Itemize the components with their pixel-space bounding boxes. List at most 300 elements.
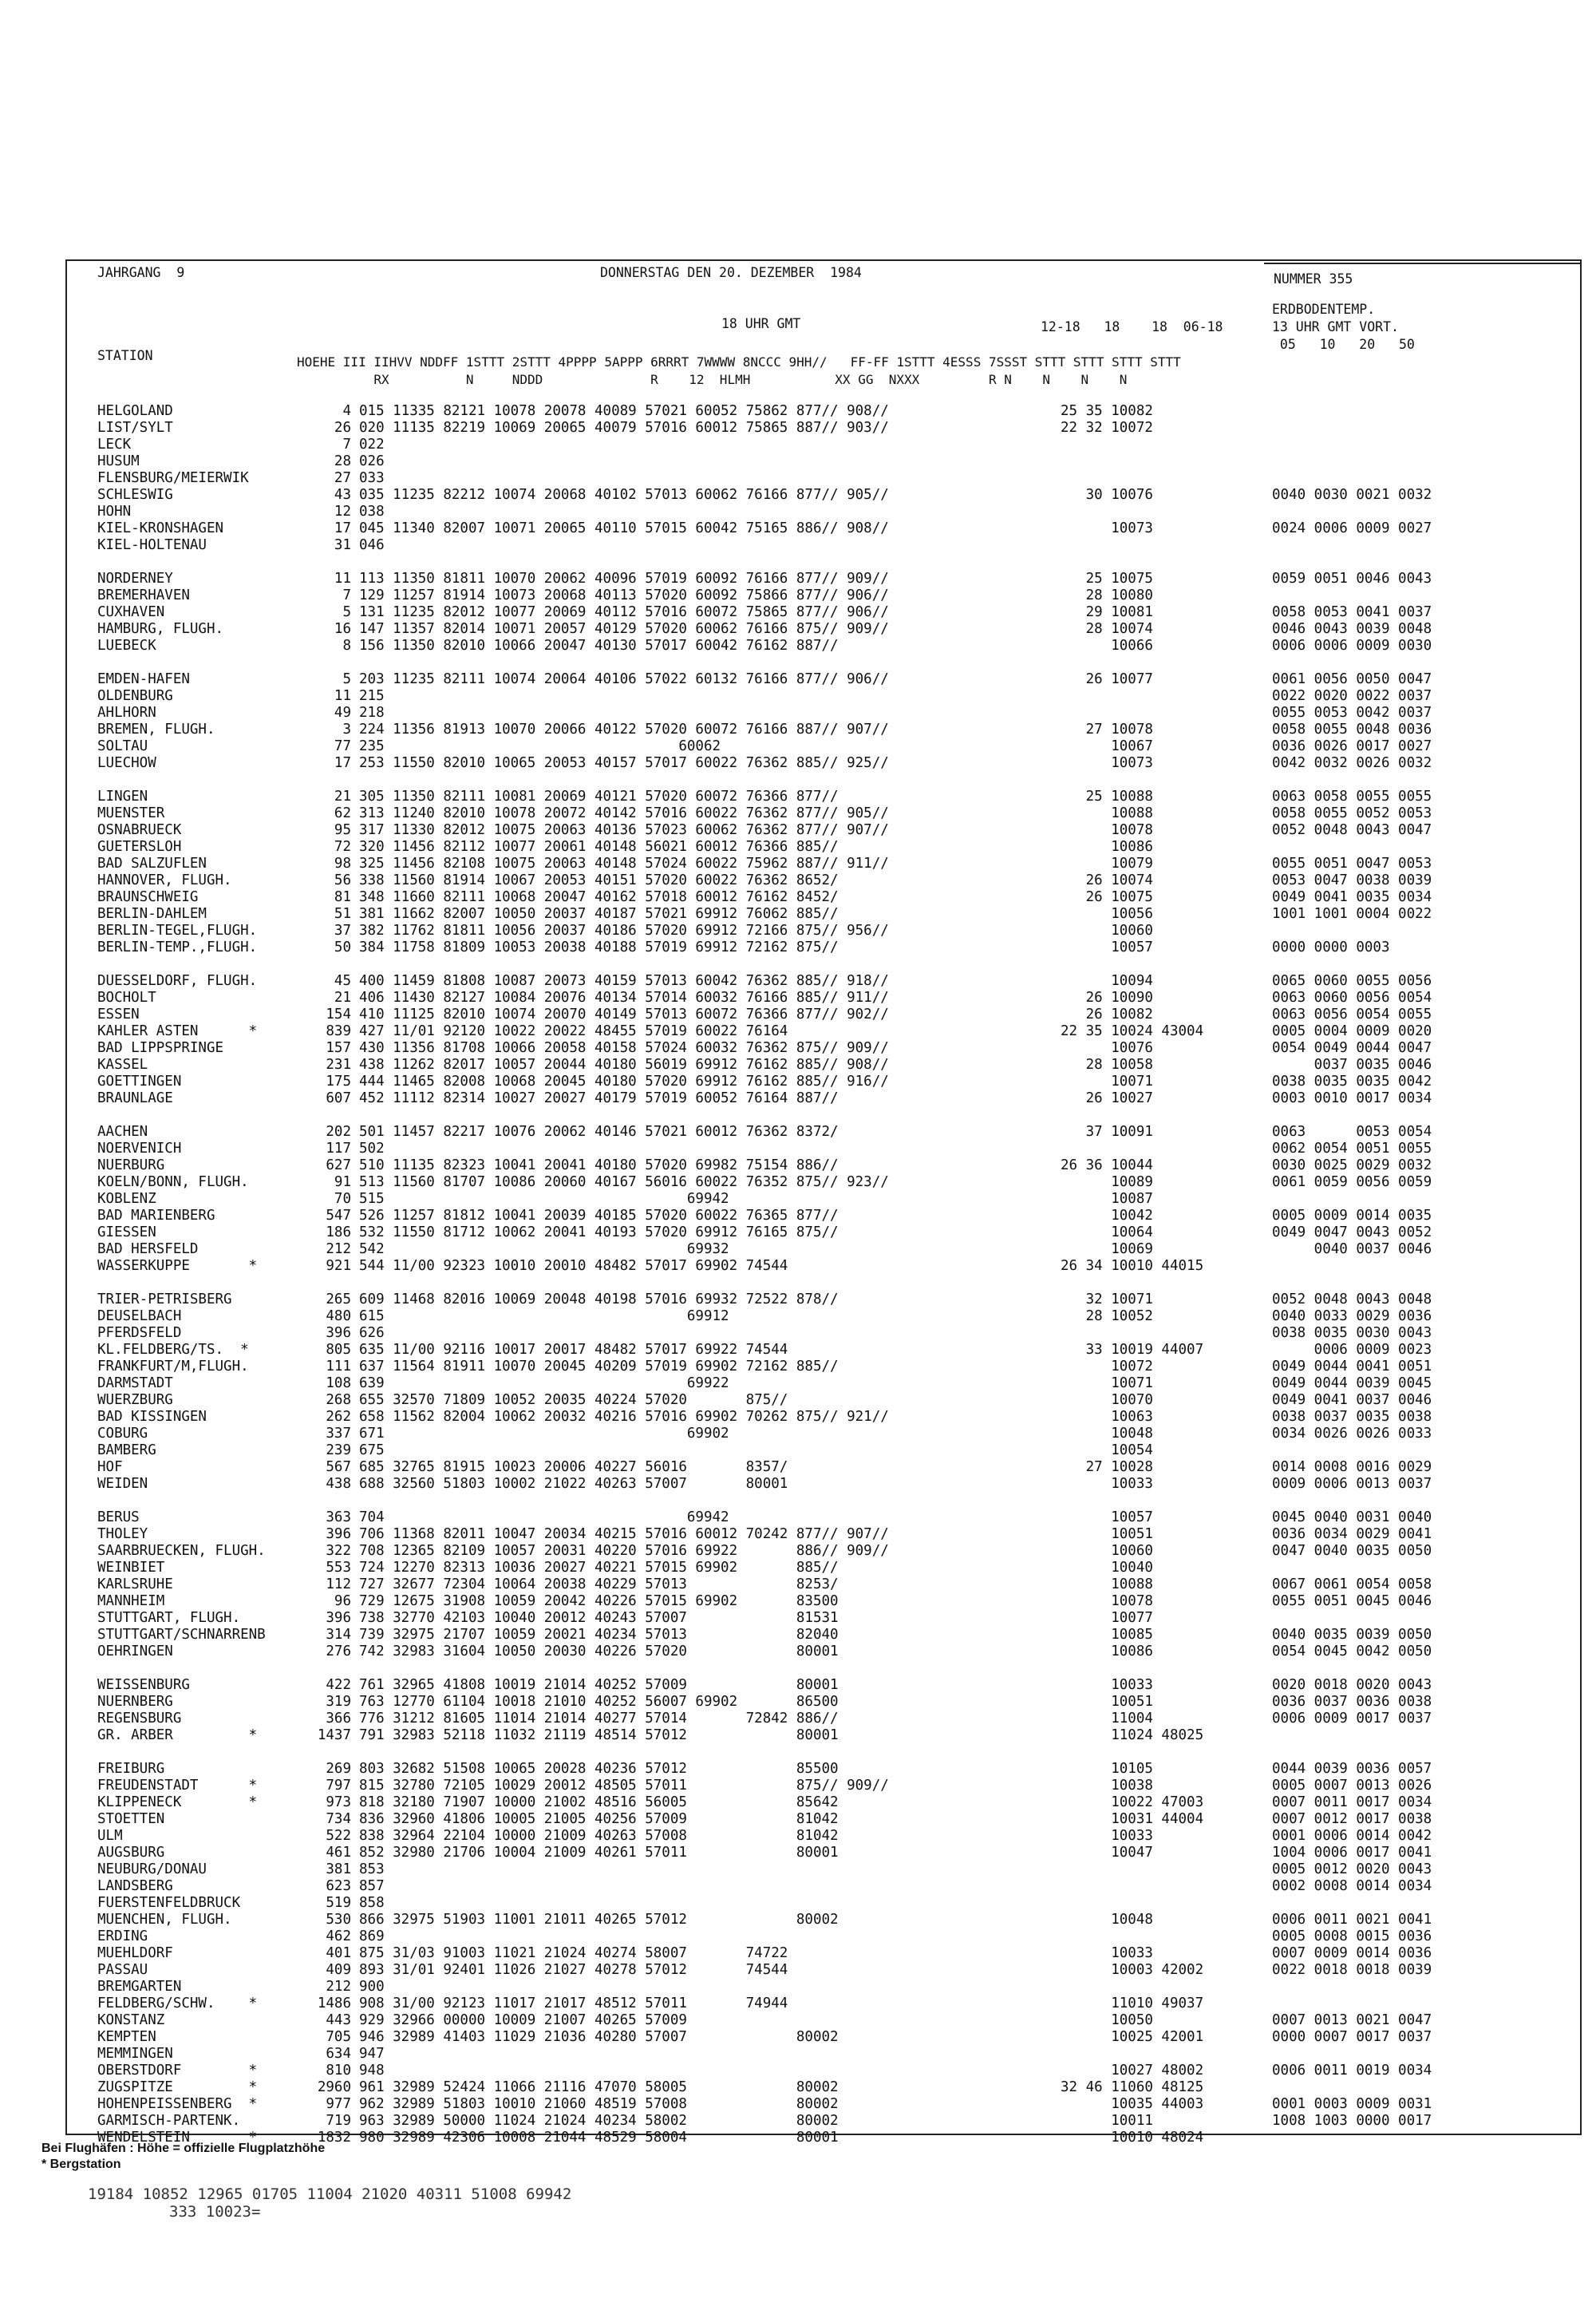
synop-codes: 803 32682 51508 10065 20028 40236 57012 85500 — [359, 1761, 839, 1777]
table-row — [67, 1778, 1580, 1794]
soil-temps: 0005 0012 0020 0043 — [1272, 1861, 1432, 1877]
synop-codes: 113 11350 81811 10070 20062 40096 57019 60092 76166 877// 909// — [359, 571, 889, 587]
station-height: 175 — [326, 1074, 351, 1090]
table-row — [67, 587, 1580, 604]
station-height: 11 — [334, 571, 351, 587]
table-row — [67, 604, 1580, 621]
station-name: MUENCHEN, FLUGH. — [97, 1912, 232, 1928]
table-row — [67, 1124, 1580, 1141]
station-height: 81 — [334, 889, 351, 905]
soil-temps: 0058 0055 0048 0036 — [1272, 722, 1432, 738]
synop-codes: 046 — [359, 537, 385, 553]
column-codes: HOEHE III IIHVV NDDFF 1STTT 2STTT 4PPPP 5APPP 6RRRT 7WWWW 8NCCC 9HH// FF-FF 1STTT 4ESSS 7SSST STTT STTT STTT STTT — [297, 354, 1181, 370]
extremes: 10089 — [1061, 1174, 1153, 1190]
extremes: 10011 — [1061, 2113, 1153, 2129]
soil-temps: 0006 0009 0023 — [1272, 1342, 1432, 1358]
station-height: 212 — [326, 1979, 351, 1995]
extremes: 10033 — [1061, 1945, 1153, 1961]
table-row — [67, 1996, 1580, 2012]
extremes: 10063 — [1061, 1409, 1153, 1425]
synop-codes: 658 11562 82004 10062 20032 40216 57016 69902 70262 875// 921// — [359, 1409, 889, 1425]
synop-codes: 430 11356 81708 10066 20058 40158 57024 60032 76362 875// 909// — [359, 1040, 889, 1056]
table-row — [67, 2012, 1580, 2029]
table-row — [67, 1878, 1580, 1895]
station-height: 7 — [342, 587, 351, 603]
extremes: 26 34 10010 44015 — [1061, 1258, 1204, 1274]
station-name: DUESSELDORF, FLUGH. — [97, 973, 258, 989]
extremes: 10088 — [1061, 1576, 1153, 1592]
station-name: NUERNBERG — [97, 1694, 173, 1710]
station-name: GARMISCH-PARTENK. — [97, 2113, 241, 2129]
synop-codes: 438 11262 82017 10057 20044 40180 56019 69912 76162 885// 908// — [359, 1057, 889, 1073]
station-name: FRANKFURT/M,FLUGH. — [97, 1359, 249, 1375]
station-height: 366 — [326, 1711, 351, 1727]
soil-temps: 0045 0040 0031 0040 — [1272, 1509, 1432, 1525]
station-name: BREMGARTEN — [97, 1979, 182, 1995]
synop-codes: 147 11357 82014 10071 20057 40129 57020 60062 76166 875// 909// — [359, 621, 889, 637]
table-row — [67, 2063, 1580, 2079]
table-row — [67, 1442, 1580, 1459]
footnote-airports: Bei Flughäfen : Höhe = offizielle Flugplatzhöhe — [41, 2142, 326, 2155]
station-height: 5 — [342, 671, 351, 687]
table-row — [67, 1359, 1580, 1375]
raw-code-line-1: 19184 10852 12965 01705 11004 21020 40311 51008 69942 — [88, 2185, 572, 2203]
station-height: 705 — [326, 2029, 351, 2045]
extremes: 10035 44003 — [1061, 2096, 1204, 2112]
synop-codes: 980 32989 42306 10008 21044 48529 58004 80001 — [359, 2130, 839, 2146]
obs-time-label: 18 UHR GMT — [721, 316, 801, 331]
table-row — [67, 872, 1580, 889]
station-height: 977 — [326, 2096, 351, 2112]
station-height: 108 — [326, 1375, 351, 1391]
synop-codes: 129 11257 81914 10073 20068 40113 57020 60092 75866 877// 906// — [359, 587, 889, 603]
station-height: 157 — [326, 1040, 351, 1056]
synop-codes: 637 11564 81911 10070 20045 40209 57019 69902 72162 885// — [359, 1359, 839, 1375]
table-row — [67, 1426, 1580, 1442]
extremes: 11024 48025 — [1061, 1727, 1204, 1743]
soil-temps: 1008 1003 0000 0017 — [1272, 2113, 1432, 2129]
extremes: 25 35 10082 — [1061, 403, 1153, 419]
soil-temps: 0024 0006 0009 0027 — [1272, 520, 1432, 536]
extremes: 10040 — [1061, 1560, 1153, 1576]
table-row — [67, 1074, 1580, 1090]
extremes: 32 46 11060 48125 — [1061, 2079, 1204, 2095]
synop-codes: 532 11550 81712 10062 20041 40193 57020 69912 76165 875// — [359, 1224, 839, 1240]
soil-temps: 0022 0020 0022 0037 — [1272, 688, 1432, 704]
table-row — [67, 1174, 1580, 1191]
table-row — [67, 906, 1580, 923]
synop-codes: 348 11660 82111 10068 20047 40162 57018 60012 76162 8452/ — [359, 889, 839, 905]
soil-temps: 0065 0060 0055 0056 — [1272, 973, 1432, 989]
station-name: AACHEN — [97, 1124, 148, 1140]
extremes: 10094 — [1061, 973, 1153, 989]
extremes: 32 10071 — [1061, 1291, 1153, 1307]
station-name: ULM — [97, 1828, 123, 1844]
station-height: 461 — [326, 1845, 351, 1861]
station-height: 27 — [334, 470, 351, 486]
extremes: 10086 — [1061, 839, 1153, 855]
station-height: 396 — [326, 1610, 351, 1626]
synop-codes: 513 11560 81707 10086 20060 40167 56016 60022 76352 875// 923// — [359, 1174, 889, 1190]
table-row — [67, 789, 1580, 805]
station-name: WEISSENBURG — [97, 1677, 190, 1693]
soil-temps: 0003 0010 0017 0034 — [1272, 1090, 1432, 1106]
station-height: 95 — [334, 822, 351, 838]
table-row — [67, 621, 1580, 638]
table-row — [67, 537, 1580, 554]
synop-codes: 869 — [359, 1928, 385, 1944]
station-name: KIEL-HOLTENAU — [97, 537, 207, 553]
station-height: 719 — [326, 2113, 351, 2129]
soil-temps: 0037 0035 0046 — [1272, 1057, 1432, 1073]
station-name: DARMSTADT — [97, 1375, 173, 1391]
soil-temps: 0049 0041 0035 0034 — [1272, 889, 1432, 905]
synop-codes: 215 — [359, 688, 385, 704]
soil-temps: 0006 0011 0019 0034 — [1272, 2063, 1432, 2079]
station-name: GR. ARBER * — [97, 1727, 258, 1743]
report-frame — [65, 259, 1582, 2146]
station-name: HELGOLAND — [97, 403, 173, 419]
extremes: 10079 — [1061, 856, 1153, 872]
station-height: 810 — [326, 2063, 351, 2079]
soil-temps: 0005 0007 0013 0026 — [1272, 1778, 1432, 1794]
soil-temps: 0058 0053 0041 0037 — [1272, 604, 1432, 620]
station-height: 519 — [326, 1895, 351, 1911]
table-row — [67, 1526, 1580, 1543]
station-height: 111 — [326, 1359, 351, 1375]
synop-codes: 727 32677 72304 10064 20038 40229 57013 8253/ — [359, 1576, 839, 1592]
table-row — [67, 1811, 1580, 1828]
extremes: 10057 — [1061, 939, 1153, 955]
extremes: 10022 47003 — [1061, 1794, 1204, 1810]
soil-temps: 0055 0051 0047 0053 — [1272, 856, 1432, 872]
synop-codes: 946 32989 41403 11029 21036 40280 57007 80002 — [359, 2029, 839, 2045]
station-height: 202 — [326, 1124, 351, 1140]
station-name: BAD MARIENBERG — [97, 1208, 215, 1224]
table-row — [67, 1560, 1580, 1576]
synop-codes: 156 11350 82010 10066 20047 40130 57017 60042 76162 887// — [359, 638, 839, 654]
table-row — [67, 1543, 1580, 1560]
extremes: 27 10078 — [1061, 722, 1153, 738]
station-label: STATION — [97, 348, 153, 363]
station-height: 17 — [334, 520, 351, 536]
synop-codes: 253 11550 82010 10065 20053 40157 57017 60022 76362 885// 925// — [359, 755, 889, 771]
station-height: 117 — [326, 1141, 351, 1157]
extremes: 27 10028 — [1061, 1459, 1153, 1475]
station-height: 49 — [334, 705, 351, 721]
station-name: KOBLENZ — [97, 1191, 156, 1207]
soil-temps: 0038 0037 0035 0038 — [1272, 1409, 1432, 1425]
synop-codes: 381 11662 82007 10050 20037 40187 57021 69912 76062 885// — [359, 906, 839, 922]
synop-codes: 444 11465 82008 10068 20045 40180 57020 69912 76162 885// 916// — [359, 1074, 889, 1090]
station-height: 265 — [326, 1291, 351, 1307]
table-row — [67, 805, 1580, 822]
station-name: SOLTAU — [97, 738, 148, 754]
station-name: HANNOVER, FLUGH. — [97, 872, 232, 888]
extremes: 10071 — [1061, 1074, 1153, 1090]
soil-temps: 0067 0061 0054 0058 — [1272, 1576, 1432, 1592]
station-name: HOF — [97, 1459, 123, 1475]
extremes: 28 10052 — [1061, 1308, 1153, 1324]
synop-codes: 962 32989 51803 10010 21060 48519 57008 80002 — [359, 2096, 839, 2112]
station-height: 409 — [326, 1962, 351, 1978]
soil-temps: 0061 0056 0050 0047 — [1272, 671, 1432, 687]
station-name: FELDBERG/SCHW. * — [97, 1996, 258, 2011]
synop-codes: 406 11430 82127 10084 20076 40134 57014 60032 76166 885// 911// — [359, 990, 889, 1006]
station-height: 268 — [326, 1392, 351, 1408]
station-height: 2960 — [317, 2079, 351, 2095]
synop-codes: 708 12365 82109 10057 20031 40220 57016 69922 886// 909// — [359, 1543, 889, 1559]
station-name: TRIER-PETRISBERG — [97, 1291, 232, 1307]
synop-codes: 203 11235 82111 10074 20064 40106 57022 60132 76166 877// 906// — [359, 671, 889, 687]
station-height: 337 — [326, 1426, 351, 1442]
extremes: 10047 — [1061, 1845, 1153, 1861]
soil-temps: 0063 0056 0054 0055 — [1272, 1007, 1432, 1022]
station-name: THOLEY — [97, 1526, 148, 1542]
station-height: 37 — [334, 923, 351, 939]
station-name: BERLIN-TEGEL,FLUGH. — [97, 923, 258, 939]
synop-codes: 045 11340 82007 10071 20065 40110 57015 60042 75165 886// 908// — [359, 520, 889, 536]
synop-codes: 685 32765 81915 10023 20006 40227 56016 8357/ — [359, 1459, 788, 1475]
soil-temps: 0007 0009 0014 0036 — [1272, 1945, 1432, 1961]
synop-codes: 544 11/00 92323 10010 20010 48482 57017 69902 74544 — [359, 1258, 788, 1274]
station-name: EMDEN-HAFEN — [97, 671, 190, 687]
station-height: 438 — [326, 1476, 351, 1492]
synop-codes: 338 11560 81914 10067 20053 40151 57020 60022 76362 8652/ — [359, 872, 839, 888]
table-row — [67, 437, 1580, 453]
station-height: 734 — [326, 1811, 351, 1827]
soil-temps: 0042 0032 0026 0032 — [1272, 755, 1432, 771]
synop-codes: 704 69942 — [359, 1509, 729, 1525]
soil-temps: 0000 0007 0017 0037 — [1272, 2029, 1432, 2045]
station-height: 607 — [326, 1090, 351, 1106]
synop-codes: 038 — [359, 504, 385, 520]
synop-codes: 852 32980 21706 10004 21009 40261 57011 80001 — [359, 1845, 839, 1861]
station-height: 973 — [326, 1794, 351, 1810]
soil-temps: 0054 0045 0042 0050 — [1272, 1643, 1432, 1659]
synop-codes: 035 11235 82212 10074 20068 40102 57013 60062 76166 877// 905// — [359, 487, 889, 503]
soil-temps: 0055 0053 0042 0037 — [1272, 705, 1432, 721]
synop-codes: 875 31/03 91003 11021 21024 40274 58007 74722 — [359, 1945, 788, 1961]
synop-codes: 502 — [359, 1141, 385, 1157]
synop-codes: 836 32960 41806 10005 21005 40256 57009 81042 — [359, 1811, 839, 1827]
station-name: BRAUNLAGE — [97, 1090, 173, 1106]
synop-codes: 317 11330 82012 10075 20063 40136 57023 60062 76362 877// 907// — [359, 822, 889, 838]
extremes: 28 10058 — [1061, 1057, 1153, 1073]
synop-codes: 542 69932 — [359, 1241, 729, 1257]
station-height: 1486 — [317, 1996, 351, 2011]
station-height: 17 — [334, 755, 351, 771]
footnote-mountain: * Bergstation — [41, 2158, 121, 2171]
synop-codes: 305 11350 82111 10081 20069 40121 57020 60072 76366 877// — [359, 789, 839, 805]
station-name: HAMBURG, FLUGH. — [97, 621, 224, 637]
station-height: 401 — [326, 1945, 351, 1961]
synop-codes: 224 11356 81913 10070 20066 40122 57020 60072 76166 887// 907// — [359, 722, 889, 738]
synop-codes: 947 — [359, 2046, 385, 2062]
station-name: BRAUNSCHWEIG — [97, 889, 199, 905]
table-row — [67, 1962, 1580, 1979]
table-row — [67, 2113, 1580, 2130]
station-height: 396 — [326, 1526, 351, 1542]
station-name: LANDSBERG — [97, 1878, 173, 1894]
table-row — [67, 2029, 1580, 2046]
station-name: STOETTEN — [97, 1811, 165, 1827]
number-rule — [1264, 263, 1582, 264]
synop-codes: 900 — [359, 1979, 385, 1995]
table-row — [67, 1677, 1580, 1694]
station-name: MEMMINGEN — [97, 2046, 173, 2062]
station-height: 45 — [334, 973, 351, 989]
station-height: 70 — [334, 1191, 351, 1207]
station-name: PASSAU — [97, 1962, 148, 1978]
extremes: 10073 — [1061, 755, 1153, 771]
extremes: 10078 — [1061, 822, 1153, 838]
extremes: 10073 — [1061, 520, 1153, 536]
table-row — [67, 1711, 1580, 1727]
soil-temps: 0040 0035 0039 0050 — [1272, 1627, 1432, 1643]
table-row — [67, 1141, 1580, 1157]
synop-codes: 724 12270 82313 10036 20027 40221 57015 69902 885// — [359, 1560, 839, 1576]
station-height: 16 — [334, 621, 351, 637]
soil-temps: 0036 0026 0017 0027 — [1272, 738, 1432, 754]
extremes: 10076 — [1061, 1040, 1153, 1056]
station-height: 627 — [326, 1157, 351, 1173]
table-row — [67, 1945, 1580, 1962]
station-height: 8 — [342, 638, 351, 654]
station-height: 26 — [334, 420, 351, 436]
station-name: BREMERHAVEN — [97, 587, 190, 603]
extremes: 26 10074 — [1061, 872, 1153, 888]
station-height: 212 — [326, 1241, 351, 1257]
table-row — [67, 1325, 1580, 1342]
soil-temps: 1004 0006 0017 0041 — [1272, 1845, 1432, 1861]
table-row — [67, 1241, 1580, 1258]
synop-codes: 313 11240 82010 10078 20072 40142 57016 60022 76362 877// 905// — [359, 805, 889, 821]
station-name: OLDENBURG — [97, 688, 173, 704]
extremes: 10085 — [1061, 1627, 1153, 1643]
extremes: 11004 — [1061, 1711, 1153, 1727]
table-row — [67, 1928, 1580, 1945]
soil-temps: 0063 0058 0055 0055 — [1272, 789, 1432, 805]
soil-temps: 0055 0051 0045 0046 — [1272, 1593, 1432, 1609]
synop-codes: 382 11762 81811 10056 20037 40186 57020 69912 72166 875// 956// — [359, 923, 889, 939]
station-height: 4 — [342, 403, 351, 419]
soil-temps: 0001 0006 0014 0042 — [1272, 1828, 1432, 1844]
synop-codes: 626 — [359, 1325, 385, 1341]
ext-times: 12-18 18 18 06-18 — [1041, 319, 1223, 334]
station-height: 547 — [326, 1208, 351, 1224]
table-row — [67, 722, 1580, 738]
station-height: 396 — [326, 1325, 351, 1341]
station-height: 3 — [342, 722, 351, 738]
soil-temps: 0005 0008 0015 0036 — [1272, 1928, 1432, 1944]
station-name: LUEBECK — [97, 638, 156, 654]
extremes: 10051 — [1061, 1526, 1153, 1542]
extremes: 26 10075 — [1061, 889, 1153, 905]
table-row — [67, 1476, 1580, 1493]
synop-codes: 908 31/00 92123 11017 21017 48512 57011 74944 — [359, 1996, 788, 2011]
station-height: 530 — [326, 1912, 351, 1928]
table-row — [67, 571, 1580, 587]
soil-temps: 0034 0026 0026 0033 — [1272, 1426, 1432, 1442]
station-name: AUGSBURG — [97, 1845, 165, 1861]
soil-temps: 0038 0035 0030 0043 — [1272, 1325, 1432, 1341]
report-date: DONNERSTAG DEN 20. DEZEMBER 1984 — [600, 265, 862, 280]
station-height: 567 — [326, 1459, 351, 1475]
soil-temps: 1001 1001 0004 0022 — [1272, 906, 1432, 922]
extremes: 22 32 10072 — [1061, 420, 1153, 436]
station-name: MUENSTER — [97, 805, 165, 821]
extremes: 10070 — [1061, 1392, 1153, 1408]
table-row — [67, 1157, 1580, 1174]
station-height: 51 — [334, 906, 351, 922]
synop-codes: 866 32975 51903 11001 21011 40265 57012 80002 — [359, 1912, 839, 1928]
synop-codes: 235 60062 — [359, 738, 721, 754]
extremes: 26 10090 — [1061, 990, 1153, 1006]
station-height: 634 — [326, 2046, 351, 2062]
extremes: 10086 — [1061, 1643, 1153, 1659]
extremes: 10077 — [1061, 1610, 1153, 1626]
extremes: 10048 — [1061, 1426, 1153, 1442]
synop-codes: 791 32983 52118 11032 21119 48514 57012 80001 — [359, 1727, 839, 1743]
synop-codes: 609 11468 82016 10069 20048 40198 57016 69932 72522 878// — [359, 1291, 839, 1307]
station-name: BAD SALZUFLEN — [97, 856, 207, 872]
synop-codes: 858 — [359, 1895, 385, 1911]
table-row — [67, 1375, 1580, 1392]
station-height: 43 — [334, 487, 351, 503]
extremes: 10027 48002 — [1061, 2063, 1204, 2079]
raw-code-line-2: 333 10023= — [169, 2203, 261, 2221]
station-height: 21 — [334, 789, 351, 805]
extremes: 10033 — [1061, 1828, 1153, 1844]
station-name: KL.FELDBERG/TS. * — [97, 1342, 249, 1358]
soil-temps: 0063 0053 0054 — [1272, 1124, 1432, 1140]
extremes: 10087 — [1061, 1191, 1153, 1207]
station-name: DEUSELBACH — [97, 1308, 182, 1324]
soil-temps: 0049 0041 0037 0046 — [1272, 1392, 1432, 1408]
station-height: 77 — [334, 738, 351, 754]
extremes: 30 10076 — [1061, 487, 1153, 503]
issue-number: NUMMER 355 — [1274, 271, 1353, 287]
station-name: STUTTGART/SCHNARRENB — [97, 1627, 266, 1643]
station-name: ZUGSPITZE * — [97, 2079, 258, 2095]
extremes: 25 10088 — [1061, 789, 1153, 805]
extremes: 10067 — [1061, 738, 1153, 754]
soil-temps: 0002 0008 0014 0034 — [1272, 1878, 1432, 1894]
extremes: 26 10027 — [1061, 1090, 1153, 1106]
station-name: HOHENPEISSENBERG * — [97, 2096, 258, 2112]
table-row — [67, 1979, 1580, 1996]
extremes: 22 35 10024 43004 — [1061, 1023, 1204, 1039]
soil-temp-time: 13 UHR GMT VORT. — [1272, 319, 1399, 334]
synop-codes: 501 11457 82217 10076 20062 40146 57021 60012 76362 8372/ — [359, 1124, 839, 1140]
soil-temps: 0038 0035 0035 0042 — [1272, 1074, 1432, 1090]
synop-codes: 838 32964 22104 10000 21009 40263 57008 81042 — [359, 1828, 839, 1844]
soil-temps: 0000 0000 0003 — [1272, 939, 1390, 955]
table-row — [67, 738, 1580, 755]
table-row — [67, 1308, 1580, 1325]
soil-temps: 0006 0011 0021 0041 — [1272, 1912, 1432, 1928]
station-height: 98 — [334, 856, 351, 872]
soil-temps: 0044 0039 0036 0057 — [1272, 1761, 1432, 1777]
extremes: 10051 — [1061, 1694, 1153, 1710]
table-row — [67, 889, 1580, 906]
soil-temps: 0054 0049 0044 0047 — [1272, 1040, 1432, 1056]
extremes: 10060 — [1061, 1543, 1153, 1559]
extremes: 10056 — [1061, 906, 1153, 922]
soil-temps: 0020 0018 0020 0043 — [1272, 1677, 1432, 1693]
station-name: NEUBURG/DONAU — [97, 1861, 207, 1877]
